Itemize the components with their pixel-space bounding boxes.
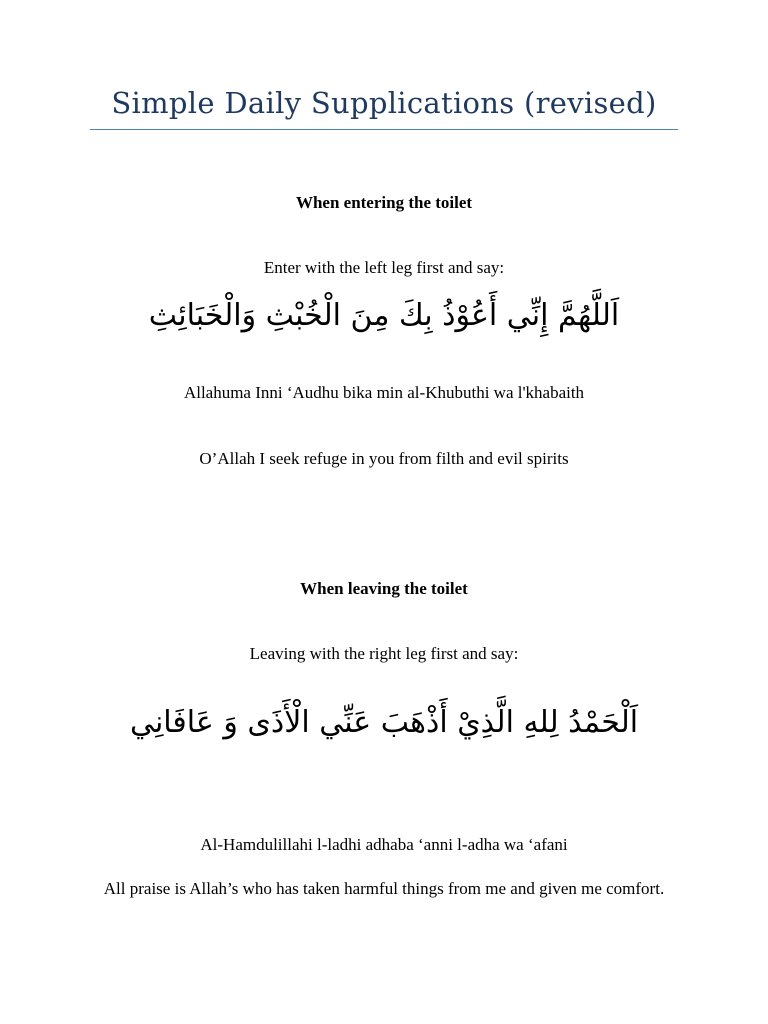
document-title: Simple Daily Supplications (revised) (111, 86, 657, 120)
arabic-supplication-entering: اَللَّهُمَّ إِنِّي أَعُوْذُ بِكَ مِنَ الْخُبْثِ وَالْخَبَائِثِ (148, 298, 620, 333)
title-underline (90, 129, 678, 130)
instruction-entering: Enter with the left leg first and say: (263, 258, 505, 277)
section-heading-entering: When entering the toilet (295, 193, 473, 212)
translation-entering: O’Allah I seek refuge in you from filth and evil spirits (199, 449, 569, 468)
translation-leaving: All praise is Allah’s who has taken harmful things from me and given me comfort. (103, 879, 665, 898)
transliteration-leaving: Al-Hamdulillahi l-ladhi adhaba ‘anni l-adha wa ‘afani (200, 835, 568, 854)
section-heading-leaving: When leaving the toilet (300, 579, 468, 598)
instruction-leaving: Leaving with the right leg first and say: (249, 644, 519, 663)
transliteration-entering: Allahuma Inni ‘Audhu bika min al-Khubuthi wa l'khabaith (183, 383, 585, 402)
arabic-supplication-leaving: اَلْحَمْدُ لِلهِ الَّذِيْ أَذْهَبَ عَنِّي الْأَذَى وَ عَافَانِي (129, 705, 639, 740)
